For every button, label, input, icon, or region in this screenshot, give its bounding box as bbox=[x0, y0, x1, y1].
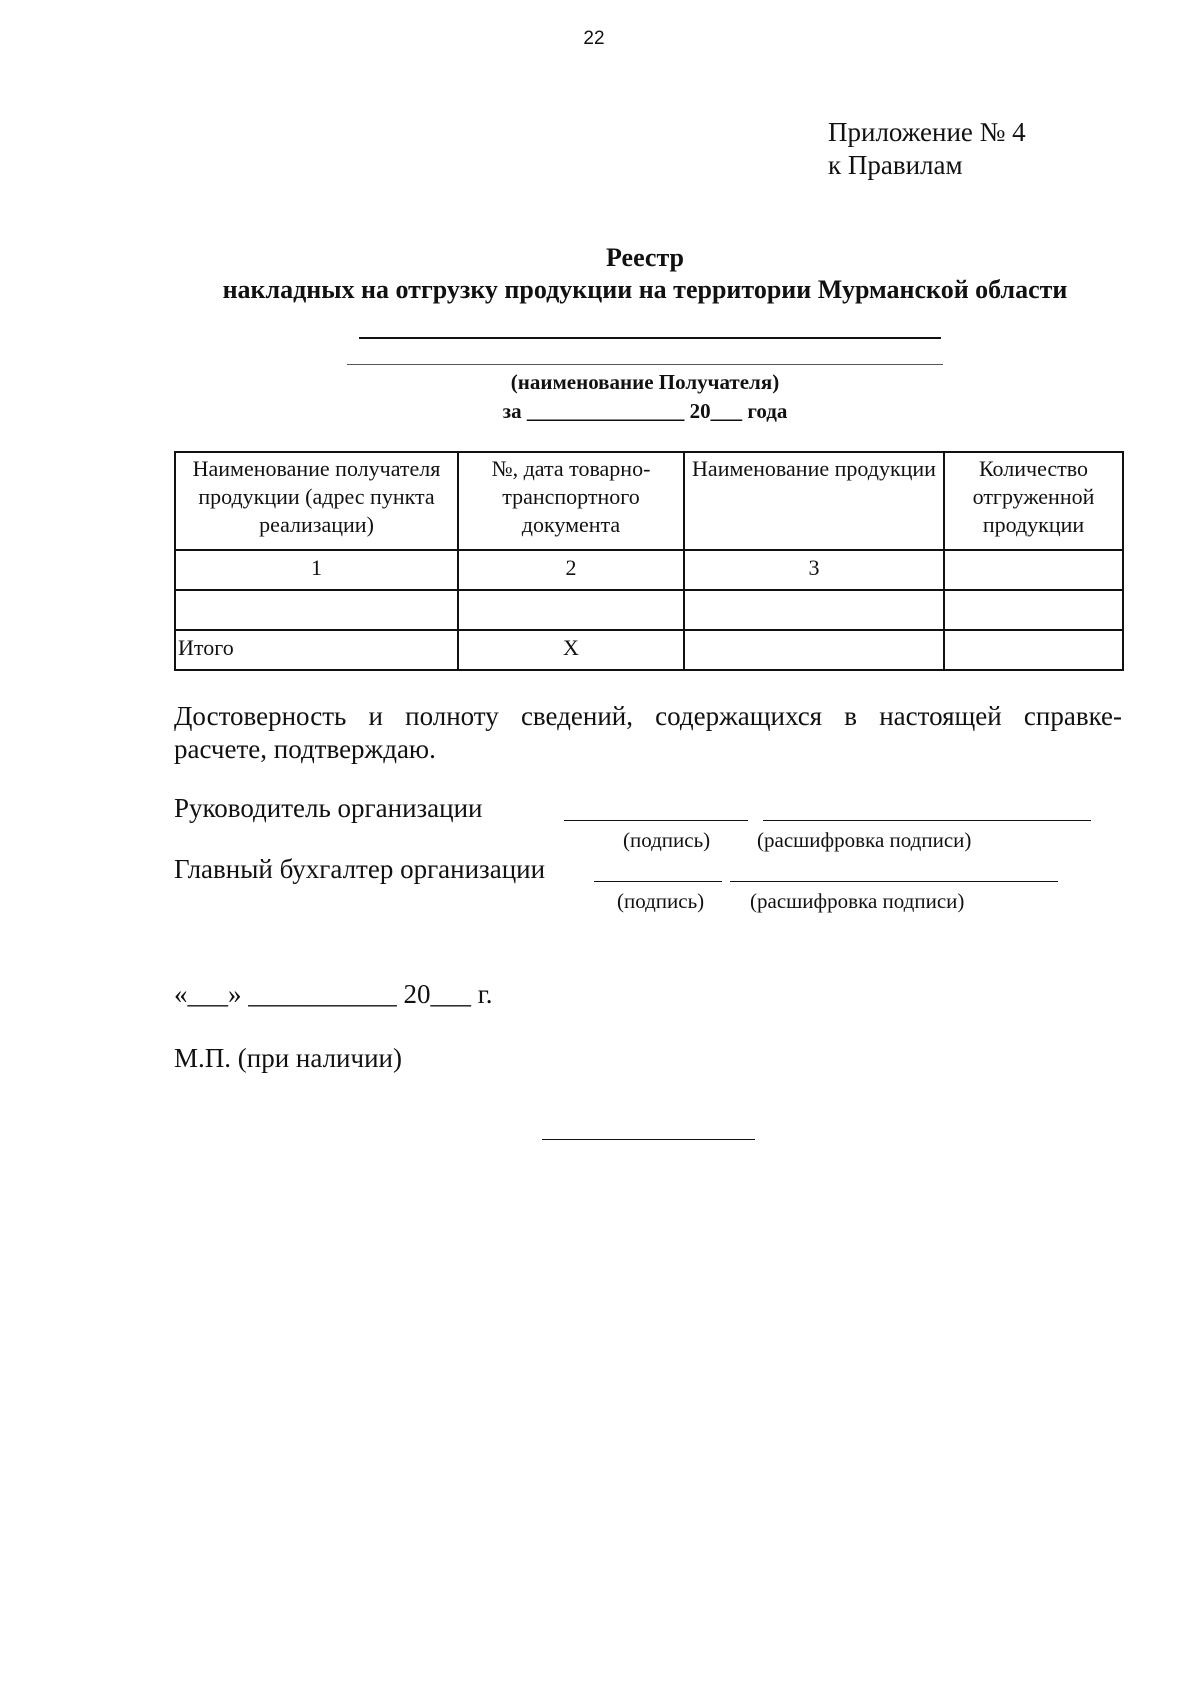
accountant-signature-line bbox=[594, 881, 722, 882]
recipient-name-underline bbox=[347, 364, 943, 365]
closing-line bbox=[542, 1139, 755, 1140]
table-cell bbox=[684, 630, 944, 670]
accountant-label: Главный бухгалтер организации bbox=[174, 854, 546, 884]
total-label: Итого bbox=[175, 630, 458, 670]
stamp-label: М.П. (при наличии) bbox=[174, 1043, 402, 1073]
total-col2: Х bbox=[458, 630, 684, 670]
accountant-signature-caption: (подпись) bbox=[617, 889, 705, 913]
head-signature-line bbox=[564, 820, 748, 821]
title-line-2: накладных на отгрузку продукции на территории Мурманской области bbox=[222, 275, 1068, 304]
header-recipient: Наименование получателя продукции (адрес пункта реализации) bbox=[175, 452, 458, 550]
column-number-2: 2 bbox=[458, 550, 684, 590]
recipient-caption: (наименование Получателя) bbox=[510, 370, 780, 394]
table-cell bbox=[944, 630, 1123, 670]
period-line: за _______________ 20___ года bbox=[502, 399, 788, 423]
head-signature-caption: (подпись) bbox=[623, 828, 711, 852]
column-number-3: 3 bbox=[684, 550, 944, 590]
column-number-1: 1 bbox=[175, 550, 458, 590]
confirmation-text bbox=[174, 700, 1122, 766]
head-decryption-caption: (расшифровка подписи) bbox=[757, 828, 972, 852]
table-cell bbox=[944, 590, 1123, 630]
recipient-name-line bbox=[359, 337, 941, 339]
table-cell bbox=[458, 590, 684, 630]
accountant-decryption-caption: (расшифровка подписи) bbox=[750, 889, 965, 913]
appendix-rules: к Правилам bbox=[828, 150, 963, 180]
table-row bbox=[175, 590, 1123, 630]
appendix-number: Приложение № 4 bbox=[828, 117, 1026, 147]
confirmation-line-2: расчете, подтверждаю. bbox=[174, 734, 436, 764]
column-number-row bbox=[175, 550, 1123, 590]
confirmation-line-1: Достоверность и полноту сведений, содержащихся в настоящей справке- bbox=[174, 701, 1122, 731]
table-cell bbox=[175, 590, 458, 630]
head-label: Руководитель организации bbox=[174, 793, 483, 823]
header-document: №, дата товарно-транспортного документа bbox=[458, 452, 684, 550]
accountant-decryption-line bbox=[730, 881, 1058, 882]
header-product: Наименование продукции bbox=[684, 452, 944, 550]
registry-table bbox=[174, 451, 1124, 671]
head-decryption-line bbox=[763, 820, 1091, 821]
page-number: 22 bbox=[583, 28, 605, 49]
appendix-reference bbox=[828, 116, 1026, 182]
document-title bbox=[160, 242, 1130, 306]
title-line-1: Реестр bbox=[605, 243, 685, 272]
column-number-4 bbox=[944, 550, 1123, 590]
table-header-row bbox=[175, 452, 1123, 550]
table-cell bbox=[684, 590, 944, 630]
total-row bbox=[175, 630, 1123, 670]
date-line: «___» ___________ 20___ г. bbox=[174, 979, 493, 1009]
header-quantity: Количество отгруженной продукции bbox=[944, 452, 1123, 550]
